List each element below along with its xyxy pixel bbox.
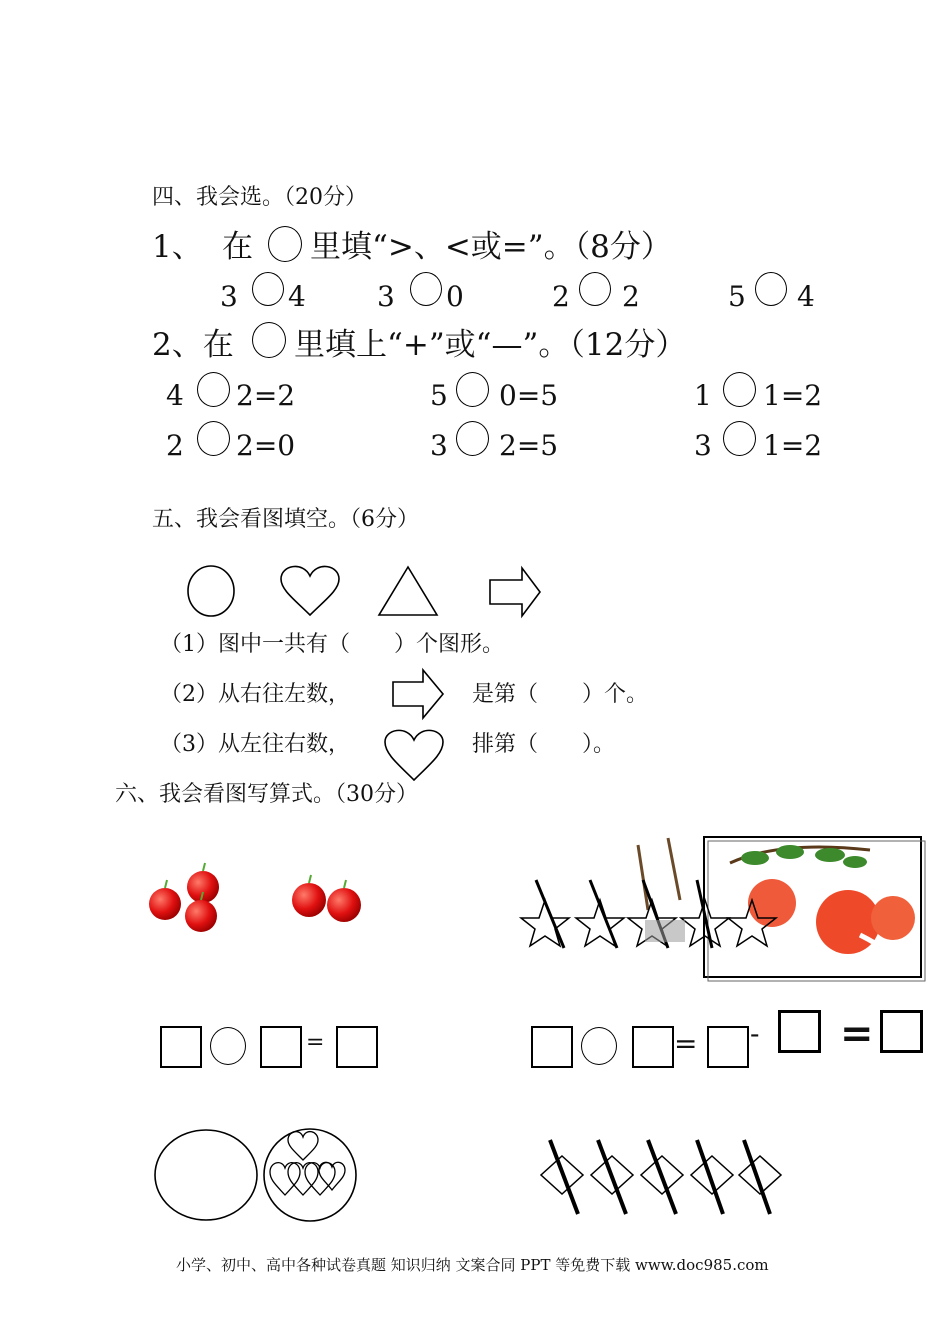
q2-item-5-right: 2=5 — [499, 429, 559, 462]
answer-box[interactable] — [707, 1026, 749, 1068]
answer-box[interactable] — [632, 1026, 674, 1068]
apple-icon — [292, 875, 326, 917]
q2-item-5-left: 3 — [430, 429, 448, 462]
section5-q1: （1）图中一共有（ ）个图形。 — [160, 632, 504, 657]
apple-icon — [149, 880, 181, 920]
answer-box[interactable] — [260, 1026, 302, 1068]
section6-title: 六、我会看图写算式。（30分） — [115, 782, 418, 807]
q2-item-3-right: 1=2 — [763, 379, 823, 412]
q1-item-3-right: 2 — [622, 280, 640, 313]
q1-item-1-left: 3 — [220, 280, 238, 313]
equals-sign: = — [306, 1030, 325, 1055]
apple-icon — [327, 880, 361, 922]
q1-item-2-right: 0 — [446, 280, 464, 313]
answer-box[interactable] — [336, 1026, 378, 1068]
heart-icon — [319, 1162, 345, 1190]
operator-circle[interactable] — [210, 1027, 246, 1065]
section5-title: 五、我会看图填空。（6分） — [152, 507, 419, 532]
heart-icon — [270, 1163, 300, 1195]
heart-icon — [288, 1163, 318, 1195]
hearts-circle — [264, 1129, 356, 1221]
answer-box[interactable] — [880, 1010, 923, 1053]
section5-q3-start: （3）从左往右数， — [160, 732, 350, 757]
q1-item-3-left: 2 — [552, 280, 570, 313]
empty-ellipse — [155, 1130, 257, 1220]
answer-box[interactable] — [531, 1026, 573, 1068]
heart-icon — [305, 1163, 335, 1195]
q2-item-4-right: 2=0 — [236, 429, 296, 462]
q1-item-1-right: 4 — [288, 280, 306, 313]
apple-icon — [187, 863, 219, 903]
operator-circle[interactable] — [581, 1027, 617, 1065]
q1-prefix: 1、 — [152, 229, 203, 265]
q2-item-3-left: 1 — [694, 379, 712, 412]
section4-title: 四、我会选。（20分） — [152, 185, 367, 210]
apple-tree-picture — [704, 837, 925, 981]
heart-icon — [288, 1132, 318, 1160]
q2-item-6-left: 3 — [694, 429, 712, 462]
q1-item-4-left: 5 — [728, 280, 746, 313]
q2-item-4-left: 2 — [166, 429, 184, 462]
equals-sign: = — [674, 1027, 698, 1060]
answer-box[interactable] — [778, 1010, 821, 1053]
q1-instruction: 里填“>、<或=”。（8分） — [310, 229, 672, 265]
minus-sign: - — [750, 1017, 760, 1050]
q1-zai: 在 — [222, 229, 253, 265]
q1-item-4-right: 4 — [797, 280, 815, 313]
q1-item-2-left: 3 — [377, 280, 395, 313]
q2-prefix: 2、在 — [152, 327, 234, 363]
q2-instruction: 里填上“+”或“—”。（12分） — [294, 327, 687, 363]
equals-sign: = — [840, 1010, 874, 1057]
answer-box[interactable] — [160, 1026, 202, 1068]
q2-item-2-left: 5 — [430, 379, 448, 412]
footer-text: 小学、初中、高中各种试卷真题 知识归纳 文案合同 PPT 等免费下载 www.doc985.com — [176, 1256, 769, 1274]
section5-q3-end: 排第（ ）。 — [472, 732, 616, 757]
section5-q2-start: （2）从右往左数， — [160, 682, 350, 707]
section5-q2-end: 是第（ ）个。 — [472, 682, 649, 707]
q2-item-1-right: 2=2 — [236, 379, 296, 412]
q2-item-1-left: 4 — [166, 379, 184, 412]
q2-item-6-right: 1=2 — [763, 429, 823, 462]
q2-item-2-right: 0=5 — [499, 379, 559, 412]
